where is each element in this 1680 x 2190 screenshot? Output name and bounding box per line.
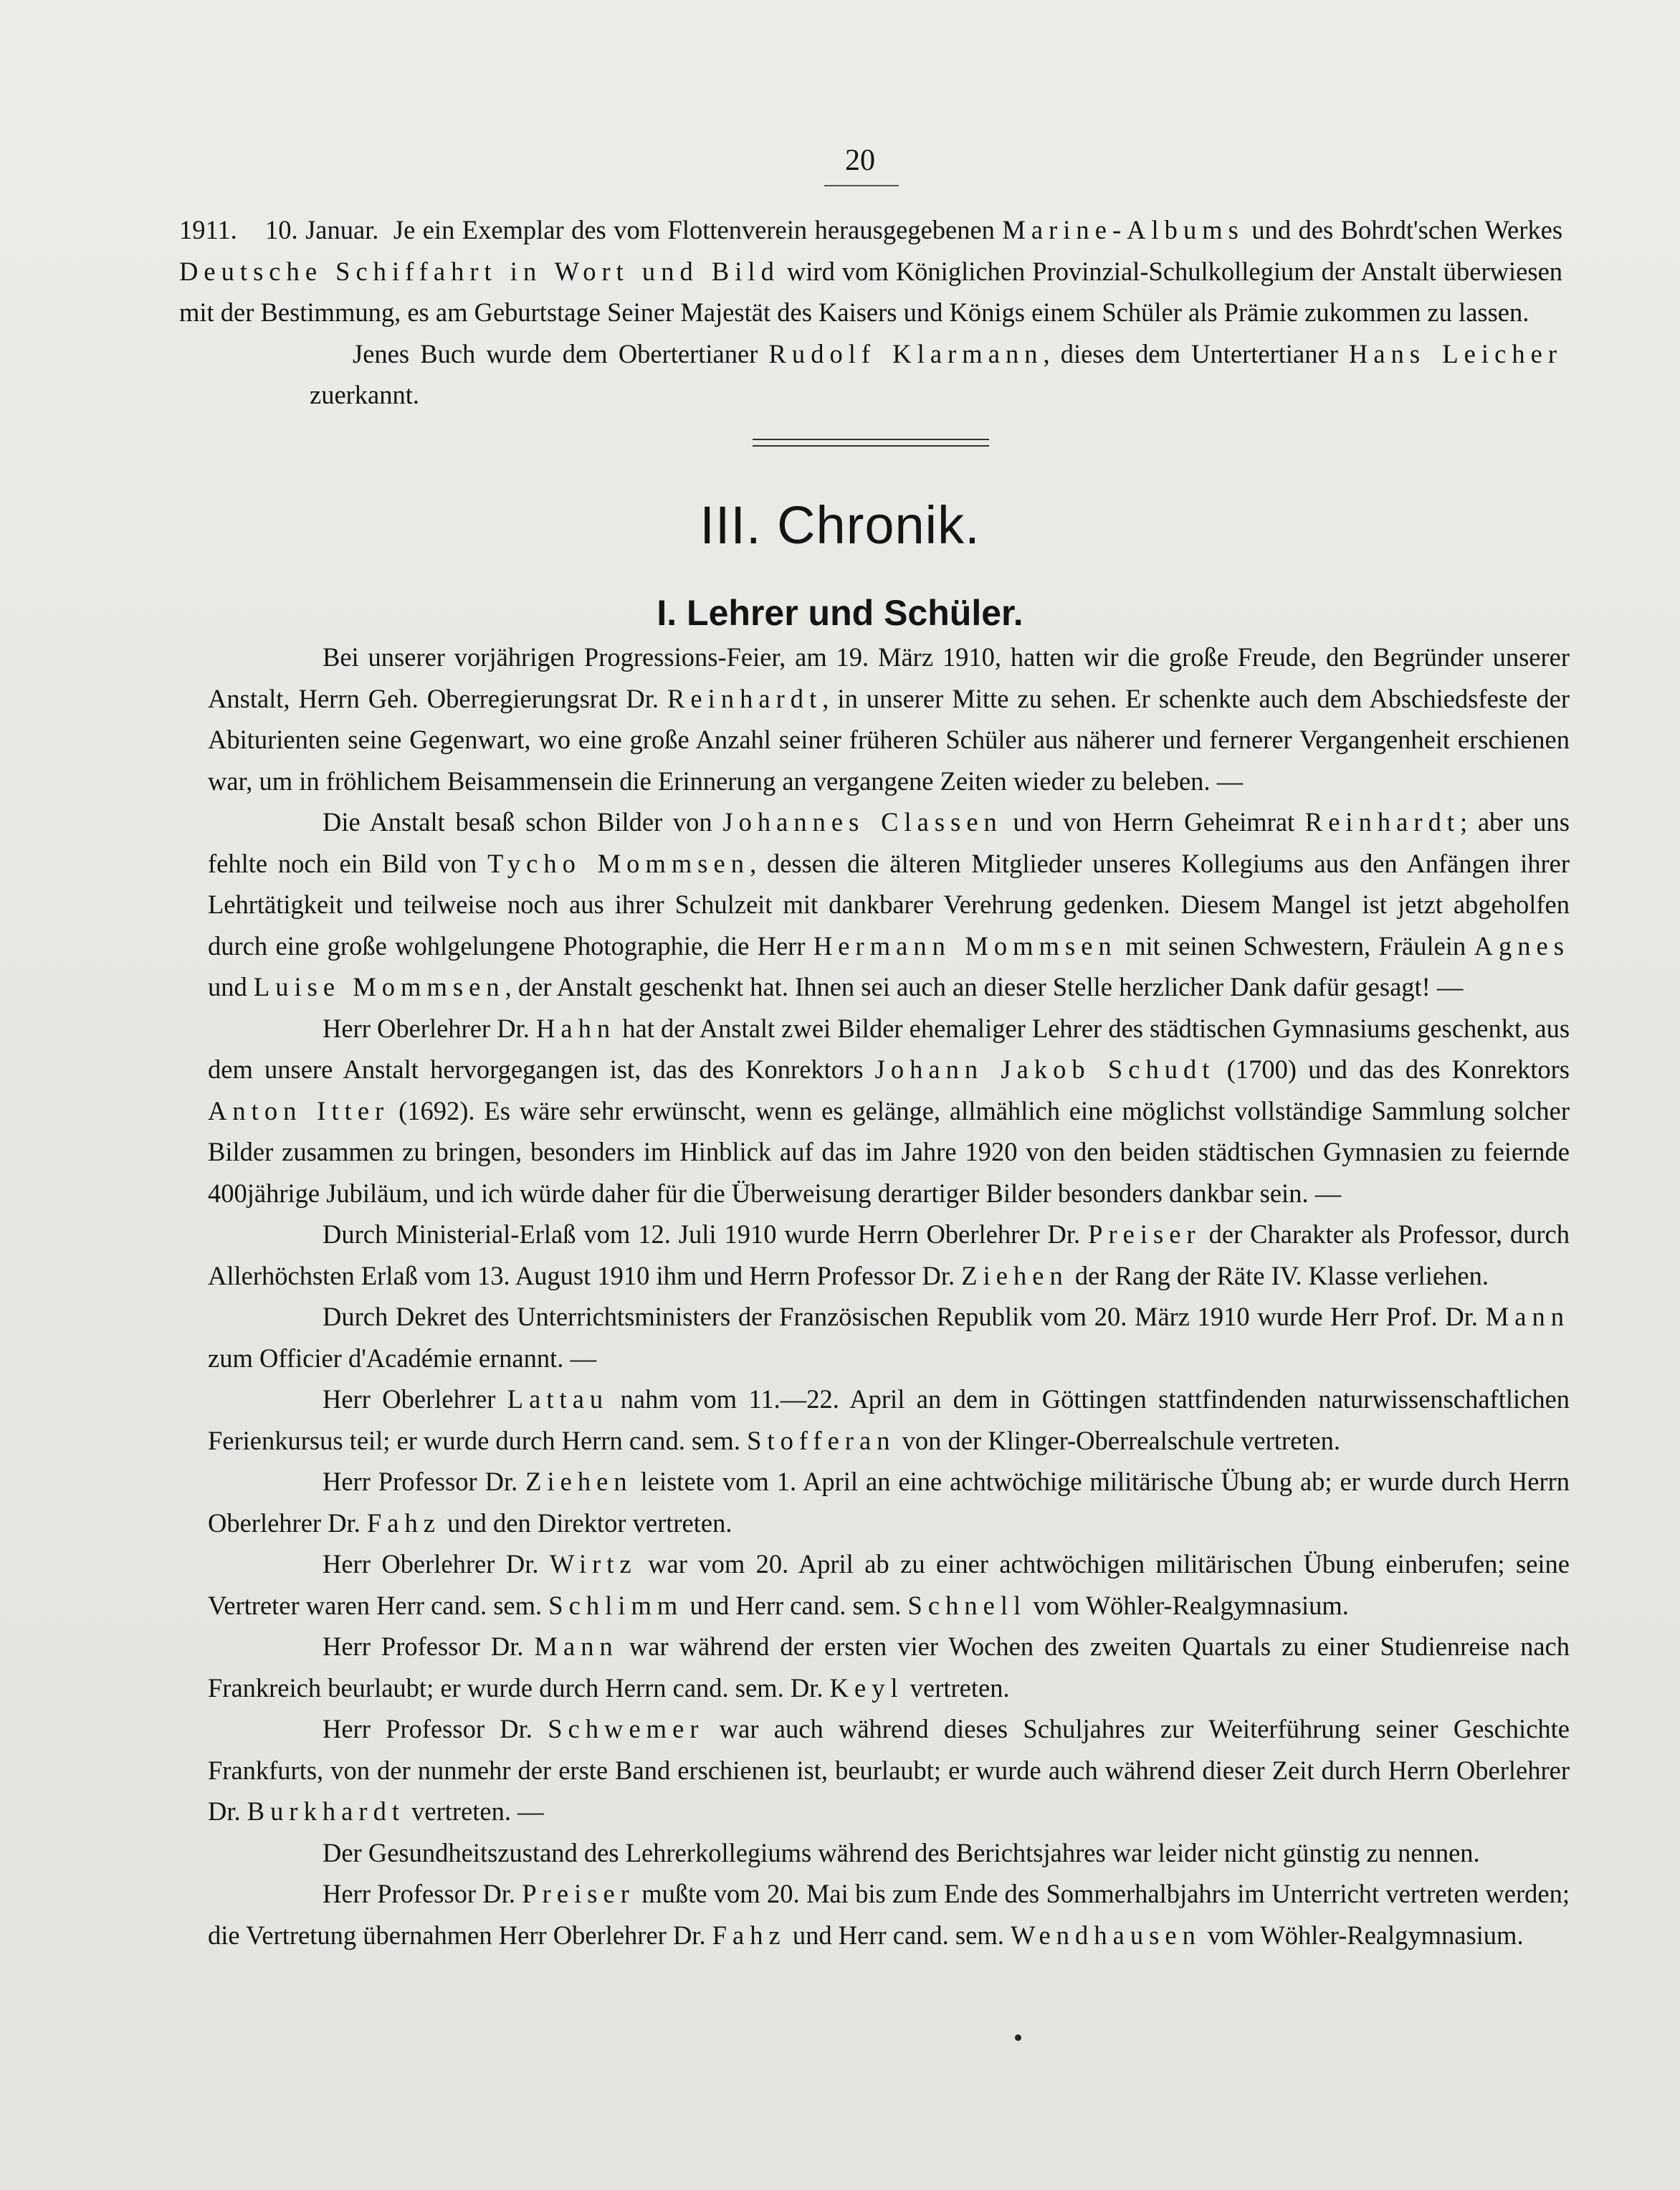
spaced-name: Marine-Albums — [1002, 215, 1244, 244]
text: , der Anstalt geschenkt hat. Ihnen sei auch an dieser Stelle herzlicher Dank dafür gesagt! — — [505, 972, 1464, 1001]
text: Herr Oberlehrer Dr. — [323, 1549, 539, 1579]
entry-text: Je ein Exemplar des vom Flottenverein herausgegebenen — [393, 215, 995, 244]
spaced-name: Wirtz — [549, 1549, 637, 1579]
entry-paragraph-1 — [179, 209, 1562, 333]
text: und den Direktor vertreten. — [447, 1508, 732, 1538]
spaced-name: Burkhardt — [247, 1796, 406, 1826]
text: vertreten. — — [411, 1796, 544, 1826]
page-number-rule — [824, 185, 899, 186]
text: und — [208, 972, 247, 1001]
text: , in unserer Mitte zu sehen. Er schenkte auch dem Abschiedsfeste der Abiturienten seine Gegenwart, wo eine große Anzahl seiner früheren Schüler aus näherer und fernerer Vergangenheit erschienen war, um in fröhlichem Beisammensein die Erinnerung an vergangene Zeiten wieder zu beleben. — — [208, 683, 1570, 796]
spaced-name: Keyl — [829, 1672, 904, 1703]
paragraph — [208, 637, 1570, 801]
text: mit seinen Schwestern, Fräulein — [1125, 930, 1466, 961]
spaced-name: Agnes — [1474, 930, 1570, 961]
spaced-name: Wendhausen — [1010, 1920, 1201, 1950]
spaced-name: Ziehen — [525, 1467, 633, 1496]
text: und Herr cand. sem. — [792, 1920, 1004, 1950]
spaced-name: Preiser — [522, 1879, 635, 1908]
entry-text: , dieses dem Untertertianer — [1043, 338, 1338, 368]
spaced-name: Stofferan — [747, 1425, 896, 1455]
spaced-name: Hermann Mommsen — [813, 930, 1117, 961]
entry-text: zuerkannt. — [310, 380, 420, 409]
entry-text: und des Bohrdt'schen Werkes — [1251, 215, 1563, 244]
paragraph — [208, 1543, 1570, 1626]
text: Herr Oberlehrer Dr. — [323, 1013, 530, 1043]
text: war auch während dieses Schuljahres zur Weiterführung seiner Geschichte Frankfurts, von der nunmehr der erste Band erschienen ist, beurlaubt; er wurde auch während dieser Zeit durch Herrn Oberlehrer Dr. — [208, 1714, 1570, 1826]
paragraph — [208, 801, 1570, 1008]
section-title: III. Chronik. — [700, 495, 980, 555]
paragraph — [208, 1708, 1570, 1832]
text: und von Herrn Geheimrat — [1013, 807, 1295, 837]
text: von der Klinger-Oberrealschule vertreten. — [902, 1425, 1340, 1455]
paragraph — [208, 1008, 1570, 1214]
section-separator — [753, 439, 989, 447]
paragraph — [208, 1379, 1570, 1461]
entry-text: wird vom Königlichen Provinzial-Schulkollegium der Anstalt überwiesen mit der Bestimmung, es am Geburtstage Seiner Majestät des Kaisers und Königs einem Schüler als Prämie zukommen zu lassen. — [179, 256, 1563, 327]
paragraph: Der Gesundheitszustand des Lehrerkollegiums während des Berichtsjahres war leider nicht günstig zu nennen. — [323, 1837, 1480, 1867]
spaced-name: Johann Jakob Schudt — [874, 1054, 1216, 1084]
spaced-name: Johannes Classen — [722, 807, 1003, 837]
text: nahm vom 11.—22. April an dem in Göttingen stattfindenden naturwissenschaftlichen Ferienkursus teil; er wurde durch Herrn cand. sem. — [208, 1384, 1570, 1455]
paragraph — [208, 1296, 1570, 1379]
spaced-name: Hans Leicher — [1349, 338, 1563, 368]
entry-date: 10. Januar. — [265, 215, 379, 244]
text: (1700) und das des Konrektors — [1226, 1054, 1570, 1084]
text: war während der ersten vier Wochen des zweiten Quartals zu einer Studienreise nach Frankreich beurlaubt; er wurde durch Herrn cand. sem. Dr. — [208, 1632, 1570, 1703]
text: Herr Professor Dr. — [323, 1632, 524, 1661]
text: Herr Professor Dr. — [323, 1467, 518, 1496]
entry-text: Jenes Buch wurde dem Obertertianer — [353, 338, 758, 368]
text: mußte vom 20. Mai bis zum Ende des Sommerhalbjahrs im Unterricht vertreten werden; die Vertretung übernahmen Herr Oberlehrer Dr. — [208, 1879, 1570, 1950]
text: war vom 20. April ab zu einer achtwöchigen militärischen Übung einberufen; seine Vertreter waren Herr cand. sem. — [208, 1549, 1570, 1620]
text: leistete vom 1. April an eine achtwöchige militärische Übung ab; er wurde durch Herrn Oberlehrer Dr. — [208, 1467, 1570, 1538]
paragraph — [208, 1461, 1570, 1543]
spaced-name: Luise Mommsen — [253, 972, 505, 1001]
paragraph — [208, 1626, 1570, 1708]
spaced-name: Preiser — [1088, 1219, 1201, 1249]
page-number: 20 — [845, 144, 875, 177]
text: Durch Dekret des Unterrichtsministers der Französischen Republik vom 20. März 1910 wurde Herr Prof. Dr. — [323, 1302, 1479, 1331]
chronicle-body — [208, 637, 1570, 1956]
spaced-name: Schnell — [907, 1590, 1027, 1620]
text: Bei unserer vorjährigen Progressions-Feier, am 19. März 1910, hatten wir die große Freude, den Begründer unserer Anstalt, Herrn Geh. Oberregierungsrat Dr. — [208, 642, 1570, 713]
subsection-title: I. Lehrer und Schüler. — [657, 593, 1023, 633]
text: und Herr cand. sem. — [689, 1590, 902, 1620]
spaced-name: Schlimm — [548, 1590, 684, 1620]
spaced-name: Schwemer — [548, 1714, 705, 1743]
spaced-name: Anton Itter — [208, 1095, 390, 1125]
text: Durch Ministerial-Erlaß vom 12. Juli 1910 wurde Herrn Oberlehrer Dr. — [323, 1219, 1081, 1249]
text: der Rang der Räte IV. Klasse verliehen. — [1074, 1260, 1489, 1290]
chronicle-entry-1911 — [179, 209, 1562, 416]
text: ; aber uns fehlte noch ein Bild von — [208, 807, 1570, 878]
text: , dessen die älteren Mitglieder unseres Kollegiums aus den Anfängen ihrer Lehrtätigkeit und teilweise noch aus ihrer Schulzeit mit dankbarer Verehrung gedenken. Diesem Mangel ist jetzt abgeholfen durch eine große wohlgelungene Photographie, die Herr — [208, 848, 1570, 961]
paragraph — [208, 1214, 1570, 1296]
spaced-name: Hahn — [535, 1013, 616, 1043]
spaced-name: Fahz — [366, 1508, 442, 1538]
spaced-name: Lattau — [507, 1384, 609, 1414]
text: Herr Professor Dr. — [323, 1714, 533, 1743]
stray-dot — [1015, 2034, 1021, 2041]
spaced-name: Mann — [1485, 1302, 1570, 1331]
spaced-name: Mann — [534, 1632, 619, 1661]
text: vom Wöhler-Realgymnasium. — [1208, 1920, 1524, 1950]
entry-paragraph-2 — [179, 333, 1562, 416]
spaced-name: Ziehen — [961, 1260, 1069, 1290]
text: Herr Professor Dr. — [323, 1879, 516, 1908]
entry-year: 1911. — [179, 215, 237, 244]
paragraph — [208, 1873, 1570, 1956]
spaced-name: Rudolf Klarmann — [768, 338, 1044, 368]
text: Herr Oberlehrer — [323, 1384, 496, 1414]
text: Die Anstalt besaß schon Bilder von — [323, 807, 712, 837]
text: vom Wöhler-Realgymnasium. — [1033, 1590, 1349, 1620]
text: zum Officier d'Académie ernannt. — — [208, 1343, 597, 1373]
text: der Charakter als Professor, durch Allerhöchsten Erlaß vom 13. August 1910 ihm und Herrn Professor Dr. — [208, 1219, 1570, 1290]
spaced-name: Reinhardt — [1304, 807, 1461, 837]
spaced-name: Deutsche Schiffahrt in Wort und Bild — [179, 256, 780, 286]
spaced-name: Tycho Mommsen — [487, 848, 750, 878]
spaced-name: Fahz — [712, 1920, 786, 1950]
text: hat der Anstalt zwei Bilder ehemaliger Lehrer des städtischen Gymnasiums geschenkt, aus dem unsere Anstalt hervorgegangen ist, das des Konrektors — [208, 1013, 1570, 1084]
spaced-name: Reinhardt — [667, 683, 823, 713]
text: (1692). Es wäre sehr erwünscht, wenn es gelänge, allmählich eine möglichst vollständige Sammlung solcher Bilder zusammen zu bringen, besonders im Hinblick auf das im Jahre 1920 von den beiden städtischen Gymnasien zu feiernde 400jährige Jubiläum, und ich würde daher für die Überweisung derartiger Bilder besonders dankbar sein. — — [208, 1095, 1570, 1208]
text: vertreten. — [910, 1672, 1010, 1703]
